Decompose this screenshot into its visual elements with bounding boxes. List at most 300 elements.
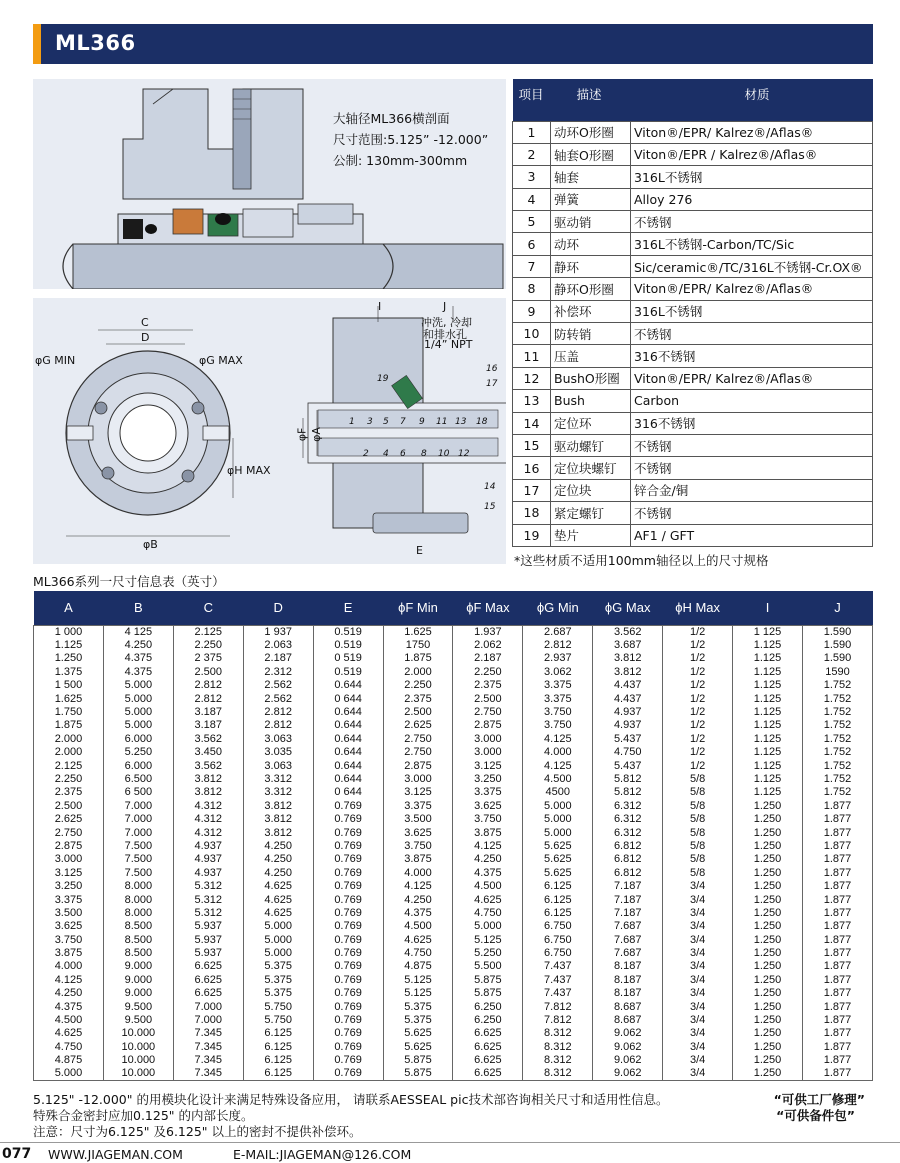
size-table-cell: 1.250 [733, 839, 803, 852]
materials-cell-material: 316L不锈钢-Carbon/TC/Sic [631, 233, 873, 255]
size-table-header-cell: I [733, 591, 803, 625]
size-table-row [34, 866, 873, 879]
size-table-cell: 1.250 [733, 853, 803, 866]
size-table-cell: 2.125 [34, 759, 104, 772]
size-table-row [34, 839, 873, 852]
size-table-cell: 1.877 [802, 987, 872, 1000]
size-table-cell: 1.125 [733, 746, 803, 759]
size-table-cell: 5/8 [663, 839, 733, 852]
size-table-cell: 7.687 [593, 920, 663, 933]
factory-repair-note: “可供工厂修理” [773, 1092, 865, 1107]
size-table-cell: 5.375 [383, 1000, 453, 1013]
size-table-cell: 3.625 [383, 826, 453, 839]
size-table-cell: 5.625 [523, 853, 593, 866]
materials-cell-desc: 轴套O形圈 [551, 143, 631, 165]
size-table-cell: 5.312 [173, 893, 243, 906]
size-table-cell: 8.312 [523, 1027, 593, 1040]
size-table-cell: 8.187 [593, 987, 663, 1000]
size-table-caption: ML366系列一尺寸信息表（英寸） [33, 574, 225, 589]
size-table-cell: 4.875 [383, 960, 453, 973]
website-link[interactable]: WWW.JIAGEMAN.COM [48, 1147, 183, 1162]
size-table-cell: 3.625 [453, 799, 523, 812]
materials-header-row [513, 79, 873, 121]
size-table-cell: 9.500 [103, 1000, 173, 1013]
size-table-cell: 2.250 [173, 638, 243, 651]
size-table-cell: 1.752 [802, 786, 872, 799]
size-table-row [34, 1013, 873, 1026]
size-table-cell: 4.125 [523, 759, 593, 772]
size-table-cell: 2.500 [453, 692, 523, 705]
materials-cell-material: 不锈钢 [631, 211, 873, 233]
size-table-cell: 5.312 [173, 879, 243, 892]
size-table-cell: 8.187 [593, 973, 663, 986]
materials-cell-no: 10 [513, 323, 551, 345]
size-table-cell: 3.875 [453, 826, 523, 839]
size-table-cell: 7.437 [523, 987, 593, 1000]
size-table-cell: 4.625 [453, 893, 523, 906]
size-table-cell: 1.877 [802, 839, 872, 852]
size-table-row [34, 826, 873, 839]
size-table-cell: 2.562 [243, 692, 313, 705]
size-table-cell: 0.769 [313, 920, 383, 933]
size-table-cell: 5.000 [523, 799, 593, 812]
materials-cell-material: Sic/ceramic®/TC/316L不锈钢-Cr.OX® [631, 255, 873, 277]
materials-row [513, 479, 873, 501]
size-table-cell: 2.875 [453, 719, 523, 732]
size-table-cell: 3.063 [243, 759, 313, 772]
size-table-cell: 0 644 [313, 692, 383, 705]
size-table-cell: 3.750 [453, 812, 523, 825]
size-table-cell: 5.875 [453, 973, 523, 986]
size-table-cell: 3.750 [34, 933, 104, 946]
size-table-cell: 6.125 [523, 906, 593, 919]
size-table-row [34, 893, 873, 906]
materials-cell-no: 16 [513, 457, 551, 479]
size-table-cell: 6.812 [593, 839, 663, 852]
size-table-cell: 5.000 [243, 946, 313, 959]
size-table-cell: 2.750 [383, 732, 453, 745]
size-table-cell: 0 644 [313, 786, 383, 799]
materials-cell-material: 不锈钢 [631, 457, 873, 479]
footnote-2: 特殊合金密封应加0.125" 的内部长度。 [33, 1108, 254, 1123]
materials-note: *这些材质不适用100mm轴径以上的尺寸规格 [514, 553, 769, 568]
size-table-cell: 4.625 [243, 879, 313, 892]
size-table-cell: 2.625 [34, 812, 104, 825]
materials-cell-desc: 压盖 [551, 345, 631, 367]
materials-header-item: 项目 [513, 79, 551, 121]
size-table-cell: 1.250 [733, 946, 803, 959]
size-table-cell: 3.562 [593, 625, 663, 638]
size-table-cell: 4.375 [103, 652, 173, 665]
size-table-cell: 1.877 [802, 799, 872, 812]
size-table-cell: 0.519 [313, 638, 383, 651]
size-table-cell: 5.000 [34, 1067, 104, 1080]
size-table-cell: 1.877 [802, 1027, 872, 1040]
size-table-cell: 3.000 [453, 746, 523, 759]
size-table-cell: 7.500 [103, 853, 173, 866]
size-table-cell: 1 937 [243, 625, 313, 638]
materials-row [513, 121, 873, 143]
dimension-drawing [33, 298, 506, 564]
materials-cell-desc: 轴套 [551, 166, 631, 188]
size-table-cell: 9.000 [103, 987, 173, 1000]
size-table-row [34, 719, 873, 732]
size-table-cell: 6.812 [593, 853, 663, 866]
size-table-cell: 4.125 [523, 732, 593, 745]
size-table-header-cell: J [802, 591, 872, 625]
materials-cell-desc: 驱动螺钉 [551, 434, 631, 456]
materials-row [513, 255, 873, 277]
size-table-cell: 9.500 [103, 1013, 173, 1026]
size-table-cell: 2.250 [453, 665, 523, 678]
size-table-cell: 5.000 [103, 705, 173, 718]
size-table-cell: 8.500 [103, 933, 173, 946]
part-callout: 19 [377, 374, 389, 384]
size-table-cell: 1.125 [733, 679, 803, 692]
size-table-cell: 6.750 [523, 920, 593, 933]
materials-cell-desc: 防转销 [551, 323, 631, 345]
size-table-cell: 1.250 [733, 826, 803, 839]
size-table-header-cell: C [173, 591, 243, 625]
size-table-cell: 3.500 [383, 812, 453, 825]
size-table-cell: 3.187 [173, 705, 243, 718]
size-table-cell: 3.375 [383, 799, 453, 812]
size-table-cell: 6 500 [103, 786, 173, 799]
size-table-cell: 5.937 [173, 920, 243, 933]
materials-row [513, 502, 873, 524]
size-table-cell: 3.875 [383, 853, 453, 866]
size-table-cell: 0.769 [313, 946, 383, 959]
materials-cell-desc: 静环 [551, 255, 631, 277]
cross-section-drawing [33, 79, 506, 289]
size-table-cell: 2.875 [383, 759, 453, 772]
size-table-cell: 9.062 [593, 1027, 663, 1040]
size-table-cell: 6.750 [523, 933, 593, 946]
size-table-cell: 4.250 [34, 987, 104, 1000]
size-table-cell: 1.250 [733, 960, 803, 973]
materials-cell-desc: 定位块螺钉 [551, 457, 631, 479]
size-table [33, 591, 873, 1081]
size-table-cell: 0.769 [313, 906, 383, 919]
dim-label-c: C [141, 316, 149, 329]
size-table-header-cell: ϕH Max [663, 591, 733, 625]
size-table-cell: 0.769 [313, 1000, 383, 1013]
size-table-cell: 8.000 [103, 879, 173, 892]
size-table-cell: 3.500 [34, 906, 104, 919]
size-table-cell: 6.625 [453, 1027, 523, 1040]
materials-cell-desc: 驱动销 [551, 211, 631, 233]
size-table-cell: 3.000 [453, 732, 523, 745]
size-table-cell: 2.625 [383, 719, 453, 732]
size-table-cell: 1.877 [802, 906, 872, 919]
size-table-cell: 2 375 [173, 652, 243, 665]
materials-row [513, 211, 873, 233]
materials-cell-desc: 补偿环 [551, 300, 631, 322]
part-callout: 3 [367, 417, 373, 427]
size-table-cell: 0.769 [313, 1054, 383, 1067]
size-table-cell: 7.812 [523, 1013, 593, 1026]
size-table-row [34, 759, 873, 772]
size-table-cell: 1.752 [802, 719, 872, 732]
size-table-cell: 2.562 [243, 679, 313, 692]
size-table-cell: 2.750 [34, 826, 104, 839]
materials-cell-no: 19 [513, 524, 551, 546]
size-table-cell: 9.062 [593, 1067, 663, 1080]
size-table-cell: 7.000 [103, 799, 173, 812]
size-table-cell: 3.000 [34, 853, 104, 866]
materials-cell-material: Viton®/EPR/ Kalrez®/Aflas® [631, 278, 873, 300]
size-table-cell: 0.644 [313, 759, 383, 772]
size-table-cell: 2.187 [453, 652, 523, 665]
size-table-cell: 6.625 [453, 1067, 523, 1080]
size-table-cell: 0.769 [313, 812, 383, 825]
size-table-row [34, 625, 873, 638]
size-table-cell: 4.937 [173, 839, 243, 852]
size-table-cell: 3.187 [173, 719, 243, 732]
size-table-row [34, 732, 873, 745]
size-table-cell: 8.687 [593, 1000, 663, 1013]
size-table-cell: 2.750 [383, 746, 453, 759]
size-table-cell: 3/4 [663, 1013, 733, 1026]
size-table-cell: 0.769 [313, 1040, 383, 1053]
materials-cell-no: 2 [513, 143, 551, 165]
caption-line-3: 公制: 130mm-300mm [333, 153, 468, 168]
size-table-cell: 4.625 [243, 906, 313, 919]
size-table-cell: 5/8 [663, 866, 733, 879]
size-table-cell: 2.375 [453, 679, 523, 692]
size-table-cell: 3/4 [663, 1040, 733, 1053]
size-table-cell: 0.519 [313, 665, 383, 678]
size-table-cell: 3.375 [523, 679, 593, 692]
email-link[interactable]: E-MAIL:JIAGEMAN@126.COM [233, 1147, 412, 1162]
size-table-cell: 1.250 [733, 920, 803, 933]
size-table-cell: 1.590 [802, 652, 872, 665]
size-table-cell: 10.000 [103, 1027, 173, 1040]
size-table-cell: 3/4 [663, 1027, 733, 1040]
materials-cell-desc: 紧定螺钉 [551, 502, 631, 524]
size-table-cell: 0.769 [313, 960, 383, 973]
size-table-cell: 4.312 [173, 826, 243, 839]
size-table-cell: 4.250 [243, 853, 313, 866]
size-table-cell: 5/8 [663, 786, 733, 799]
size-table-cell: 3.063 [243, 732, 313, 745]
size-table-cell: 4.250 [453, 853, 523, 866]
size-table-cell: 2.250 [34, 772, 104, 785]
size-table-cell: 3/4 [663, 906, 733, 919]
size-table-row [34, 746, 873, 759]
size-table-cell: 1.877 [802, 1040, 872, 1053]
size-table-cell: 7.687 [593, 933, 663, 946]
size-table-cell: 5.125 [383, 973, 453, 986]
size-table-cell: 1.877 [802, 866, 872, 879]
size-table-cell: 4.937 [173, 866, 243, 879]
size-table-cell: 1.250 [733, 1000, 803, 1013]
size-table-cell: 3.750 [383, 839, 453, 852]
size-table-cell: 4.437 [593, 692, 663, 705]
size-table-cell: 1.875 [34, 719, 104, 732]
size-table-cell: 5.000 [243, 933, 313, 946]
size-table-cell: 4.937 [173, 853, 243, 866]
size-table-cell: 1.877 [802, 879, 872, 892]
size-table-cell: 6.125 [243, 1054, 313, 1067]
size-table-cell: 4.937 [593, 719, 663, 732]
size-table-cell: 1590 [802, 665, 872, 678]
size-table-cell: 1.250 [733, 1040, 803, 1053]
part-callout: 17 [486, 379, 498, 389]
part-callout: 14 [484, 482, 496, 492]
spare-kit-note: “可供备件包” [776, 1108, 855, 1123]
size-table-cell: 6.000 [103, 759, 173, 772]
size-table-cell: 8.312 [523, 1040, 593, 1053]
size-table-cell: 4.125 [383, 879, 453, 892]
materials-row [513, 233, 873, 255]
size-table-cell: 3.062 [523, 665, 593, 678]
size-table-cell: 6.125 [243, 1027, 313, 1040]
materials-row [513, 166, 873, 188]
size-table-cell: 4.750 [453, 906, 523, 919]
page-number: 077 [2, 1146, 32, 1162]
size-table-cell: 0.644 [313, 746, 383, 759]
part-callout: 8 [421, 449, 427, 459]
size-table-cell: 5.750 [243, 1000, 313, 1013]
size-table-cell: 1.125 [733, 759, 803, 772]
size-table-cell: 4.500 [523, 772, 593, 785]
size-table-row [34, 786, 873, 799]
size-table-cell: 1.250 [733, 879, 803, 892]
size-table-row [34, 1054, 873, 1067]
size-table-cell: 4.312 [173, 812, 243, 825]
size-table-cell: 3.750 [523, 705, 593, 718]
size-table-cell: 5.000 [243, 920, 313, 933]
part-callout: 7 [400, 417, 406, 427]
size-table-cell: 3.812 [243, 799, 313, 812]
size-table-cell: 3.312 [243, 772, 313, 785]
size-table-cell: 0.769 [313, 826, 383, 839]
materials-cell-material: 316L不锈钢 [631, 300, 873, 322]
size-table-cell: 1.877 [802, 1054, 872, 1067]
size-table-cell: 4.500 [34, 1013, 104, 1026]
part-callout: 5 [383, 417, 389, 427]
size-table-cell: 1.877 [802, 853, 872, 866]
materials-row [513, 390, 873, 412]
size-table-cell: 3/4 [663, 1067, 733, 1080]
materials-cell-material: 不锈钢 [631, 434, 873, 456]
size-table-cell: 1/2 [663, 759, 733, 772]
size-table-cell: 1.125 [733, 772, 803, 785]
size-table-cell: 6.125 [523, 879, 593, 892]
size-table-cell: 4.625 [243, 893, 313, 906]
materials-cell-desc: BushO形圈 [551, 367, 631, 389]
size-table-cell: 5.625 [523, 839, 593, 852]
size-table-cell: 7.187 [593, 893, 663, 906]
size-table-cell: 5.125 [453, 933, 523, 946]
size-table-cell: 0.769 [313, 933, 383, 946]
size-table-cell: 3.812 [173, 772, 243, 785]
size-table-row [34, 853, 873, 866]
size-table-cell: 5.000 [523, 826, 593, 839]
size-table-cell: 7.345 [173, 1040, 243, 1053]
size-table-cell: 4500 [523, 786, 593, 799]
materials-cell-no: 5 [513, 211, 551, 233]
size-table-cell: 4.000 [383, 866, 453, 879]
size-table-header-cell: ϕG Max [593, 591, 663, 625]
size-table-cell: 8.312 [523, 1067, 593, 1080]
size-table-cell: 4.375 [34, 1000, 104, 1013]
size-table-row [34, 1000, 873, 1013]
materials-cell-desc: 弹簧 [551, 188, 631, 210]
size-table-cell: 1.250 [733, 1027, 803, 1040]
size-table-cell: 0.769 [313, 839, 383, 852]
size-table-cell: 1/2 [663, 679, 733, 692]
materials-cell-no: 9 [513, 300, 551, 322]
size-table-cell: 3.875 [34, 946, 104, 959]
size-table-cell: 1/2 [663, 625, 733, 638]
size-table-cell: 1.877 [802, 920, 872, 933]
part-callout: 1 [349, 417, 355, 427]
size-table-cell: 0.769 [313, 987, 383, 1000]
page-footer [0, 1146, 900, 1163]
size-table-cell: 4.250 [243, 839, 313, 852]
size-table-cell: 0.769 [313, 1027, 383, 1040]
size-table-cell: 1.590 [802, 625, 872, 638]
size-table-cell: 3/4 [663, 1000, 733, 1013]
size-table-cell: 6.625 [453, 1040, 523, 1053]
materials-cell-desc: 动环O形圈 [551, 121, 631, 143]
size-table-cell: 7.345 [173, 1054, 243, 1067]
size-table-cell: 6.312 [593, 799, 663, 812]
size-table-cell: 8.187 [593, 960, 663, 973]
size-table-cell: 3.312 [243, 786, 313, 799]
size-table-cell: 1.125 [733, 732, 803, 745]
size-table-cell: 2.187 [243, 652, 313, 665]
size-table-cell: 3.812 [593, 665, 663, 678]
size-table-cell: 2.812 [173, 692, 243, 705]
materials-cell-desc: 定位块 [551, 479, 631, 501]
size-table-cell: 5/8 [663, 853, 733, 866]
size-table-cell: 2.812 [243, 705, 313, 718]
size-table-cell: 7.437 [523, 973, 593, 986]
size-table-cell: 1 125 [733, 625, 803, 638]
size-table-cell: 5.875 [453, 987, 523, 1000]
size-table-cell: 5.312 [173, 906, 243, 919]
size-table-cell: 1.250 [733, 1054, 803, 1067]
size-table-row [34, 946, 873, 959]
size-table-cell: 5.875 [383, 1067, 453, 1080]
size-table-cell: 1.877 [802, 826, 872, 839]
size-table-cell: 7.345 [173, 1027, 243, 1040]
size-table-cell: 5.250 [103, 746, 173, 759]
dim-label-d: D [141, 331, 150, 344]
size-table-cell: 1.625 [34, 692, 104, 705]
size-table-cell: 7.000 [173, 1000, 243, 1013]
size-table-cell: 5.000 [103, 692, 173, 705]
size-table-cell: 9.000 [103, 960, 173, 973]
size-table-cell: 8.687 [593, 1013, 663, 1026]
size-table-cell: 1.250 [733, 987, 803, 1000]
size-table-cell: 1.625 [383, 625, 453, 638]
size-table-row [34, 960, 873, 973]
materials-cell-no: 8 [513, 278, 551, 300]
materials-row [513, 434, 873, 456]
size-table-cell: 4.750 [383, 946, 453, 959]
size-table-cell: 5.750 [243, 1013, 313, 1026]
size-table-cell: 4.875 [34, 1054, 104, 1067]
size-table-cell: 4.250 [383, 893, 453, 906]
size-table-cell: 1/2 [663, 746, 733, 759]
size-table-cell: 4.375 [453, 866, 523, 879]
size-table-cell: 7.000 [103, 826, 173, 839]
dim-label-i: I [378, 300, 382, 313]
